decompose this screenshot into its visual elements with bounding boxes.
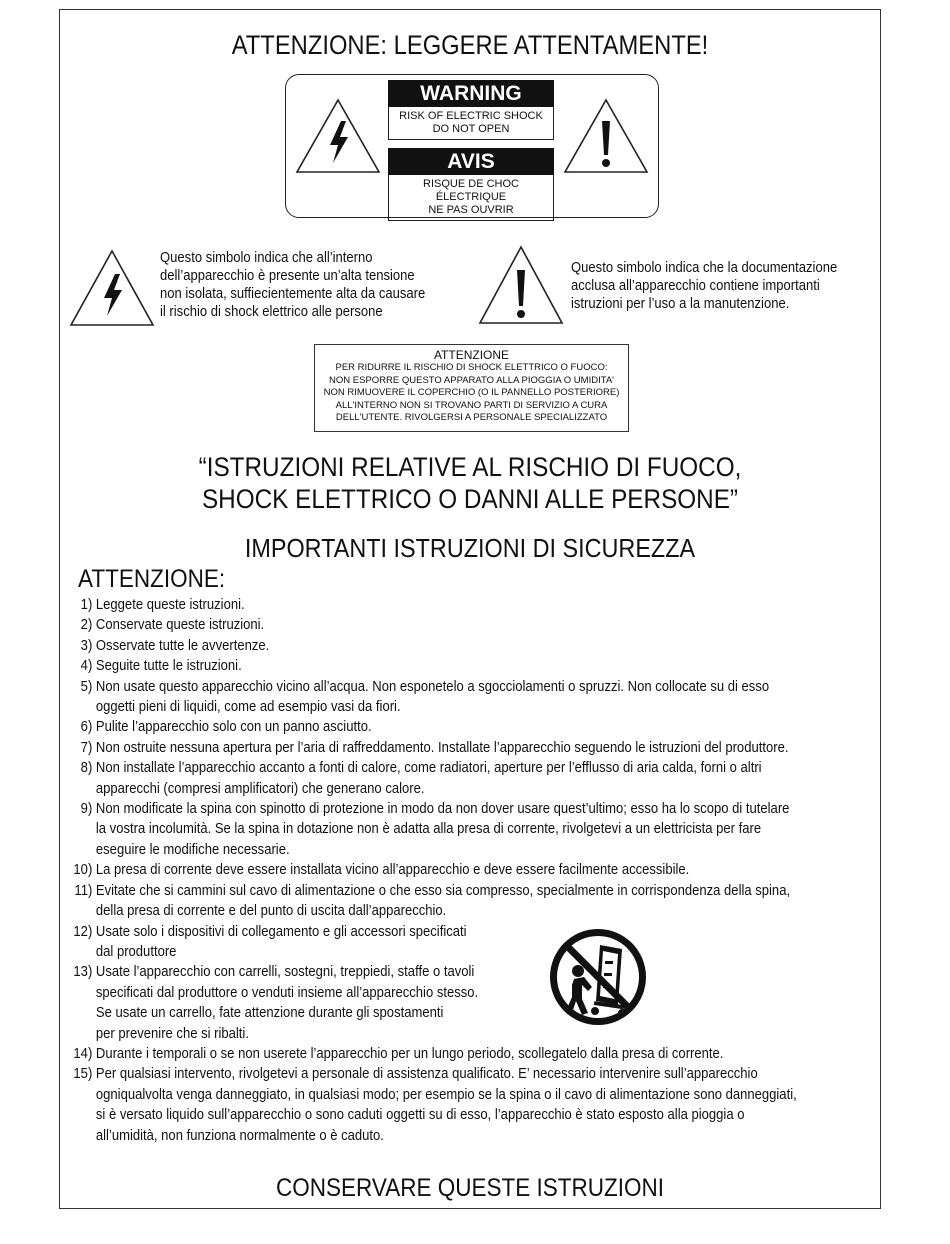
list-item: 11) Evitate che si cammini sul cavo di alimentazione o che esso sia compresso, specialmente in corrispondenza della spina, della presa di corrente e del punto di uscita dall’apparecchio. bbox=[74, 882, 791, 920]
text-line: dell’apparecchio è presente un’alta tensione bbox=[160, 268, 415, 284]
list-item: 3) Osservate tutte le avvertenze. bbox=[80, 637, 270, 654]
footer-heading: CONSERVARE QUESTE ISTRUZIONI bbox=[276, 1174, 664, 1202]
exclamation-triangle-icon bbox=[477, 244, 565, 326]
attention-heading: ATTENZIONE: bbox=[78, 565, 226, 593]
text-line: acclusa all’apparecchio contiene importanti bbox=[571, 278, 820, 294]
lightning-triangle-icon bbox=[294, 97, 382, 175]
list-item: 7) Non ostruite nessuna apertura per l’aria di raffreddamento. Installate l’apparecchio seguendo le istruzioni del produttore. bbox=[80, 739, 789, 756]
avis-heading: AVIS bbox=[388, 148, 554, 175]
list-item: 5) Non usate questo apparecchio vicino all’acqua. Non esponetelo a sgocciolamenti o spruzzi. Non collocate su di esso oggetti pieni di liquidi, come ad esempio vasi da fiori. bbox=[80, 678, 770, 716]
shock-symbol-description bbox=[160, 249, 425, 321]
attention-box-line: NON RIMUOVERE IL COPERCHIO (O IL PANNELLO POSTERIORE) bbox=[323, 387, 620, 398]
list-item: 4) Seguite tutte le istruzioni. bbox=[80, 658, 242, 675]
list-item: 12) Usate solo i dispositivi di collegamento e gli accessori specificati dal produttore bbox=[73, 923, 467, 960]
warning-label bbox=[285, 74, 659, 218]
warning-heading: WARNING bbox=[388, 80, 554, 107]
page-frame bbox=[59, 9, 881, 1209]
avis-line: RISQUE DE CHOC ÉLECTRIQUE bbox=[423, 178, 519, 203]
attention-box-line: NON ESPORRE QUESTO APPARATO ALLA PIOGGIA O UMIDITA' bbox=[329, 374, 614, 386]
list-item: 10) La presa di corrente deve essere installata vicino all’apparecchio e deve essere facilmente accessibile. bbox=[73, 862, 690, 879]
exclamation-triangle-icon bbox=[562, 97, 650, 175]
text-line: istruzioni per l’uso a la manutenzione. bbox=[571, 296, 790, 312]
cart-tipover-warning-icon bbox=[548, 927, 648, 1027]
text-line: non isolata, suffiecientemente alta da causare bbox=[160, 286, 426, 302]
text-line: Questo simbolo indica che la documentazione bbox=[571, 260, 838, 276]
exclamation-symbol-description bbox=[571, 259, 837, 313]
attention-box bbox=[314, 344, 629, 432]
list-item: 15) Per qualsiasi intervento, rivolgetevi a personale di assistenza qualificato. E’ necessario intervenire sull’apparecchio ogniqualvolta venga danneggiato, in qualsiasi modo; per esempio se la spina o il cavo di alimentazione sono danneggiati, si è versato liquido sull’apparecchio o sono caduti oggetti su di esso, l’apparecchio è stato esposto alla pioggia o all’umidità, non funziona normalmente o è caduto. bbox=[73, 1066, 797, 1144]
page-title: ATTENZIONE: LEGGERE ATTENTAMENTE! bbox=[231, 30, 709, 60]
list-item: 8) Non installate l’apparecchio accanto a fonti di calore, come radiatori, aperture per l’efflusso di aria calda, forni o altri apparecchi (compresi amplificatori) che generano calore. bbox=[80, 760, 762, 797]
attention-box-line: PER RIDURRE IL RISCHIO DI SHOCK ELETTRICO O FUOCO: bbox=[335, 362, 608, 373]
avis-panel bbox=[388, 148, 554, 221]
warning-line: DO NOT OPEN bbox=[432, 123, 510, 135]
avis-line: NE PAS OUVRIR bbox=[428, 204, 514, 216]
warning-line: RISK OF ELECTRIC SHOCK bbox=[399, 110, 543, 122]
text-line: il rischio di shock elettrico alle persone bbox=[160, 304, 383, 320]
list-item: 9) Non modificate la spina con spinotto di protezione in modo da non dover usare quest’ultimo; esso ha lo scopo di tutelare la vostra incolumità. Se la spina in dotazione non è adatta alla presa di corrente, rivolgetevi a un elettricista per fare eseguire le modifiche necessarie. bbox=[80, 801, 790, 858]
list-item: 1) Leggete queste istruzioni. bbox=[80, 597, 245, 613]
lightning-triangle-icon bbox=[68, 248, 156, 328]
warning-panel bbox=[388, 80, 554, 140]
big-heading-line: SHOCK ELETTRICO O DANNI ALLE PERSONE” bbox=[201, 484, 739, 514]
attention-box-heading: ATTENZIONE bbox=[433, 348, 510, 362]
attention-box-line: DELL'UTENTE. RIVOLGERSI A PERSONALE SPECIALIZZATO bbox=[335, 412, 608, 423]
instructions-list bbox=[68, 595, 950, 1146]
text-line: Questo simbolo indica che all’interno bbox=[160, 250, 373, 266]
list-item: 2) Conservate queste istruzioni. bbox=[80, 617, 265, 634]
list-item: 6) Pulite l’apparecchio solo con un panno asciutto. bbox=[80, 719, 372, 736]
list-item: 13) Usate l’apparecchio con carrelli, sostegni, treppiedi, staffe o tavoli specificati dal produttore o venduti insieme all’apparecchio stesso. Se usate un carrello, fate attenzione durante gli spostamenti per prevenire che si ribalti. bbox=[73, 964, 479, 1042]
attention-box-line: ALL'INTERNO NON SI TROVANO PARTI DI SERVIZIO A CURA bbox=[335, 399, 608, 411]
list-item: 14) Durante i temporali o se non userete l’apparecchio per un lungo periodo, scollegatelo dalla presa di corrente. bbox=[73, 1045, 724, 1062]
big-heading-line: “ISTRUZIONI RELATIVE AL RISCHIO DI FUOCO, bbox=[198, 452, 742, 482]
safety-heading: IMPORTANTI ISTRUZIONI DI SICUREZZA bbox=[244, 533, 696, 563]
